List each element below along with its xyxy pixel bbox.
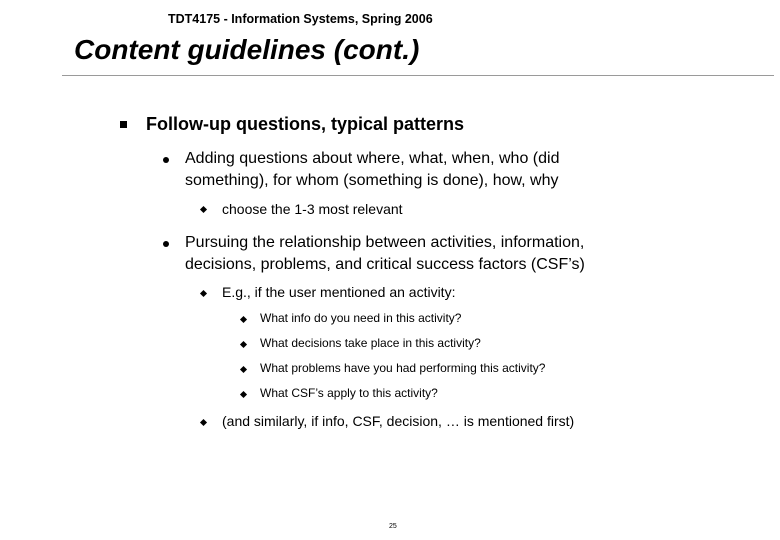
diamond-bullet-icon: [240, 341, 247, 348]
diamond-bullet-icon: [200, 290, 207, 297]
course-header: TDT4175 - Information Systems, Spring 2006: [168, 12, 433, 26]
dot-bullet-icon: [163, 157, 169, 163]
point1-line1: Adding questions about where, what, when, who (did: [185, 150, 560, 167]
dot-bullet-icon: [163, 241, 169, 247]
point2-line1: Pursuing the relationship between activities, information,: [185, 234, 585, 251]
title-divider: [62, 75, 774, 76]
bullet-heading: Follow-up questions, typical patterns: [146, 114, 465, 134]
question-item: What CSF’s apply to this activity?: [260, 386, 438, 400]
diamond-bullet-icon: [240, 316, 247, 323]
question-item: What decisions take place in this activity?: [260, 336, 481, 350]
diamond-bullet-icon: [240, 366, 247, 373]
question-item: What problems have you had performing this activity?: [260, 361, 546, 375]
point2-sub2: (and similarly, if info, CSF, decision, … is mentioned first): [222, 413, 575, 429]
point2-line2: decisions, problems, and critical success factors (CSF’s): [185, 256, 585, 273]
point1-line2: something), for whom (something is done), how, why: [185, 172, 559, 189]
slide-title: Content guidelines (cont.): [74, 34, 420, 65]
square-bullet-icon: [120, 121, 127, 128]
diamond-bullet-icon: [200, 206, 207, 213]
page-number: 25: [389, 523, 397, 530]
diamond-bullet-icon: [240, 391, 247, 398]
point2-sub1: E.g., if the user mentioned an activity:: [222, 284, 456, 300]
point1-sub: choose the 1-3 most relevant: [222, 201, 403, 217]
question-item: What info do you need in this activity?: [260, 311, 462, 325]
diamond-bullet-icon: [200, 419, 207, 426]
